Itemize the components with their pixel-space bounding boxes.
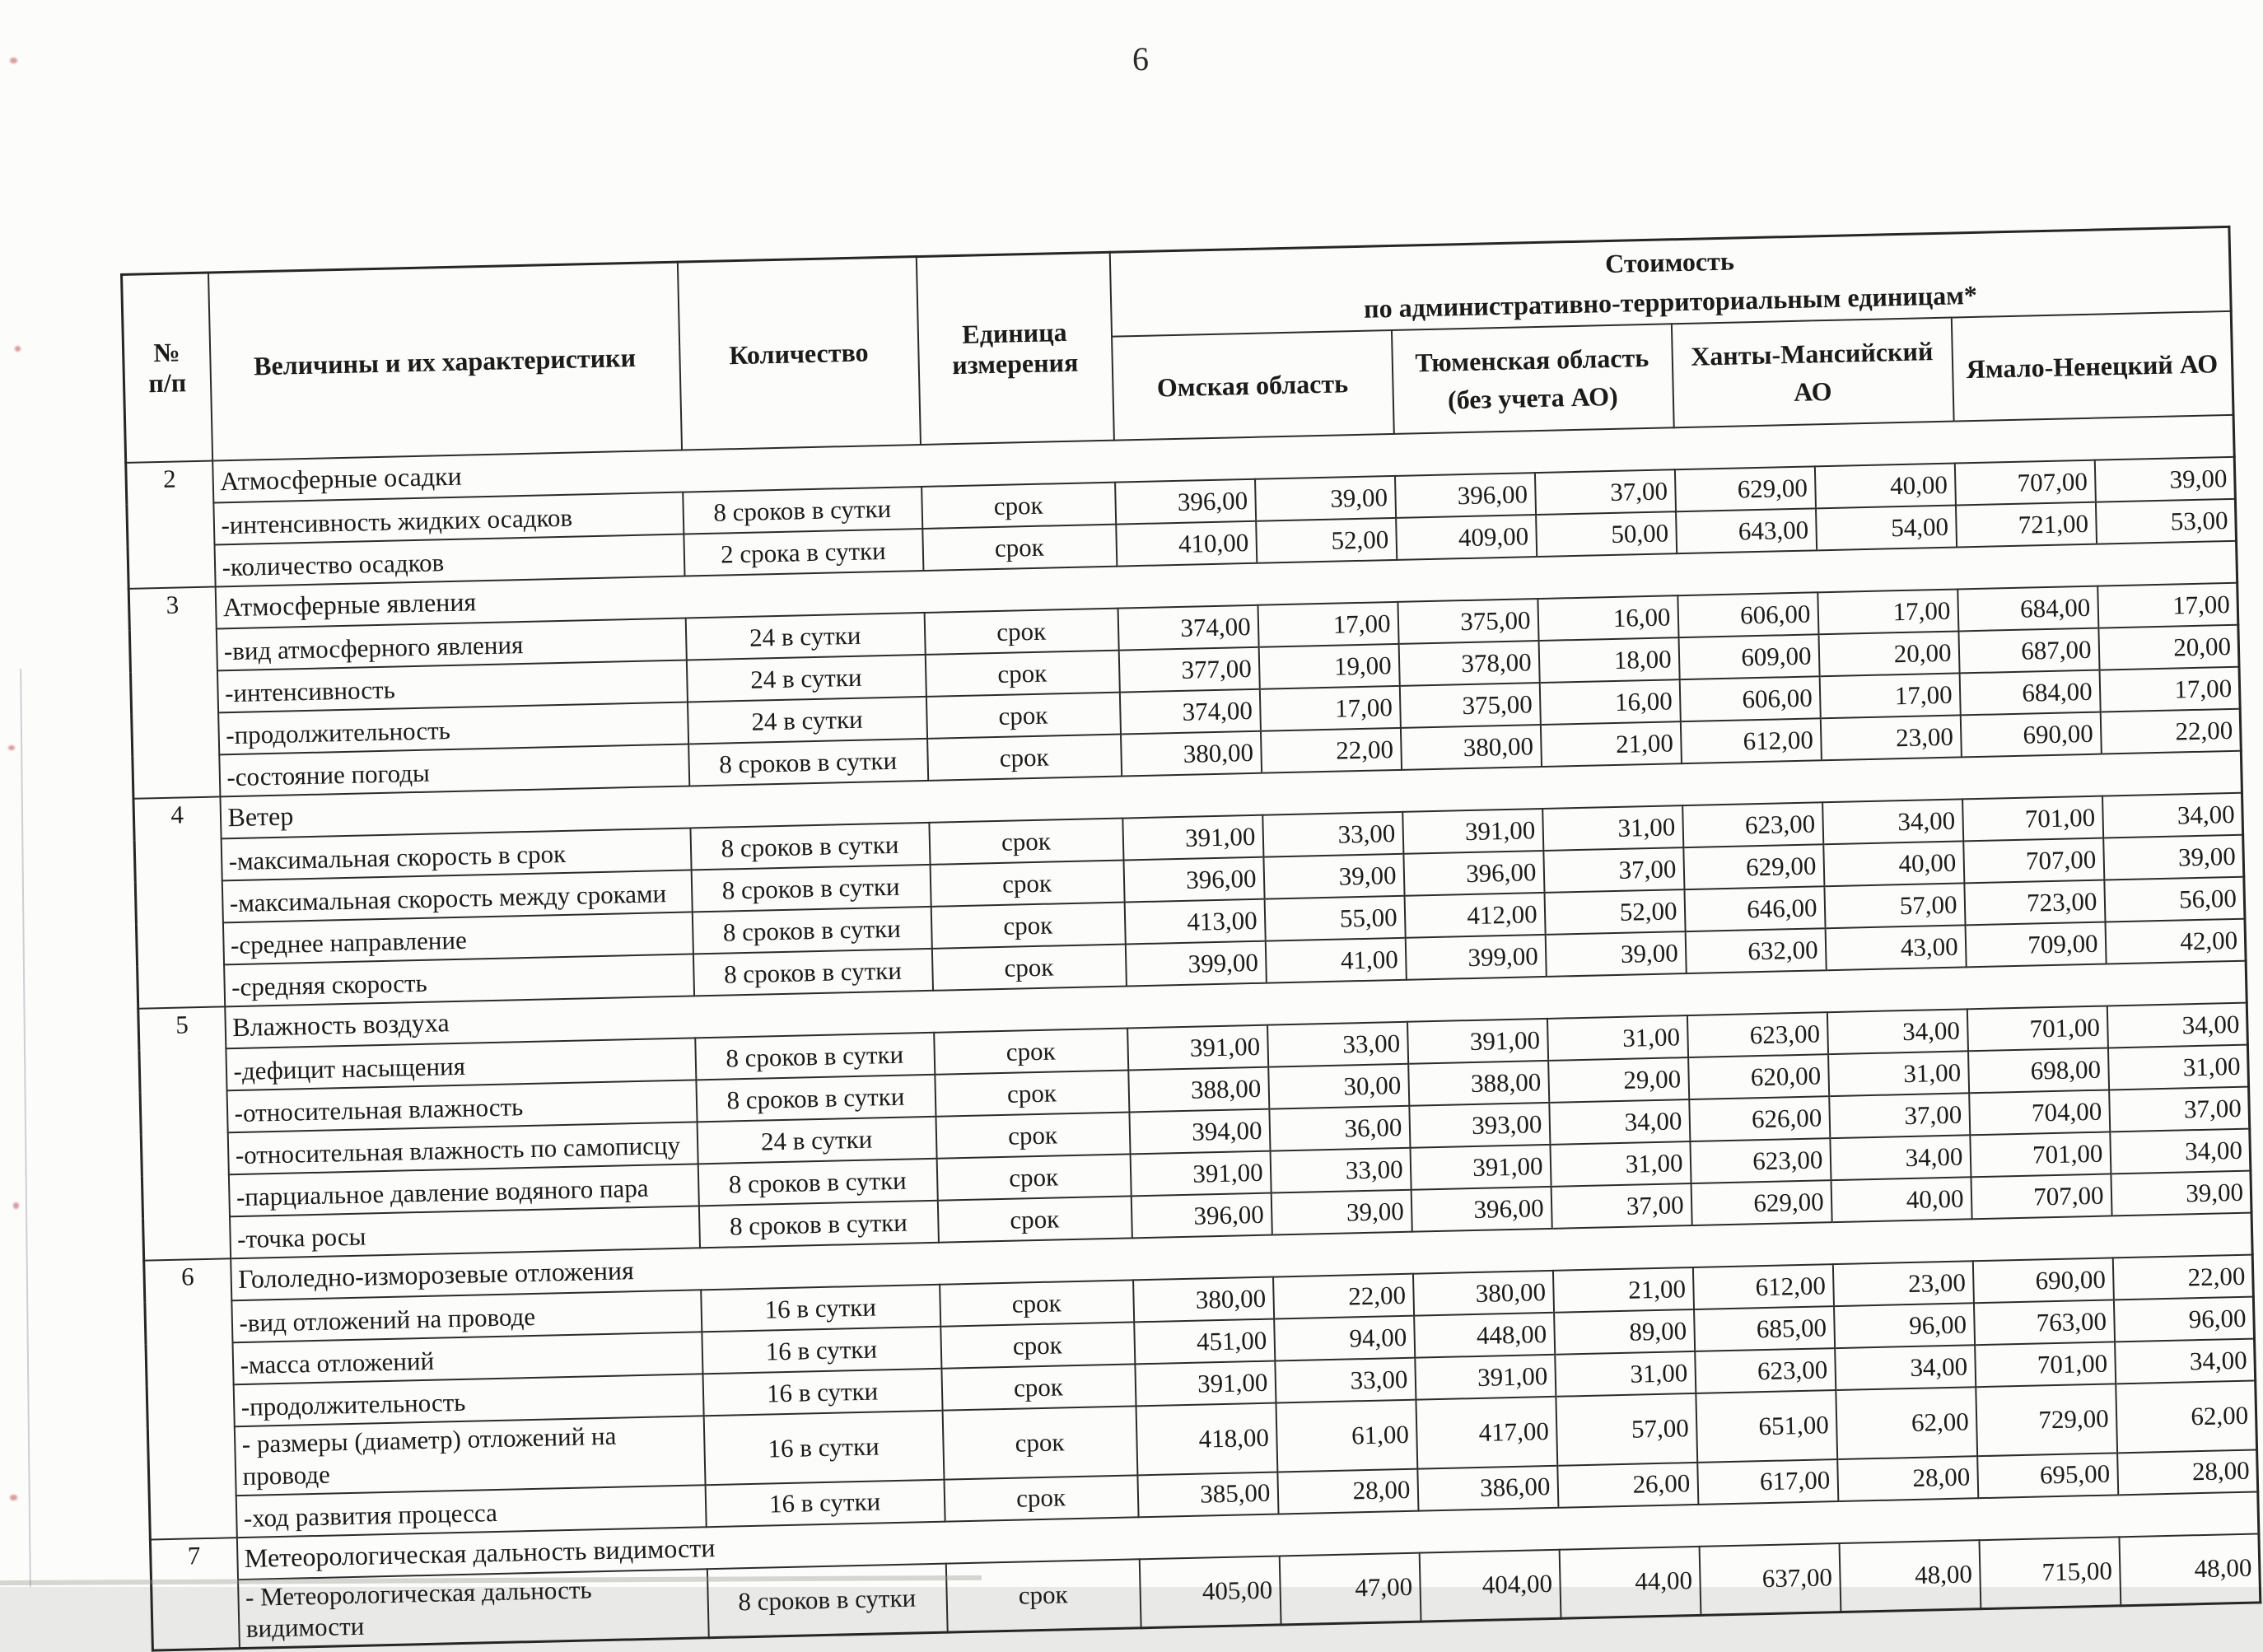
value-cell: 33,00 bbox=[1267, 1022, 1408, 1067]
row-label: -максимальная скорость в срок bbox=[221, 828, 691, 880]
scan-speck bbox=[10, 1495, 17, 1500]
value-cell: 396,00 bbox=[1131, 1193, 1271, 1239]
row-quantity: 16 в сутки bbox=[701, 1285, 940, 1332]
region-header-khanty: Ханты-Мансийский АО bbox=[1671, 318, 1953, 428]
value-cell: 701,00 bbox=[1967, 1006, 2107, 1052]
value-cell: 380,00 bbox=[1412, 1271, 1553, 1316]
value-cell: 96,00 bbox=[2113, 1297, 2254, 1342]
row-label: -относительная влажность по самописцу bbox=[227, 1122, 698, 1174]
value-cell: 17,00 bbox=[1259, 686, 1400, 731]
value-cell: 623,00 bbox=[1682, 802, 1823, 847]
section-title: Ветер bbox=[220, 751, 2242, 839]
value-cell: 28,00 bbox=[1837, 1456, 1978, 1501]
value-cell: 62,00 bbox=[1836, 1387, 1977, 1458]
value-cell: 388,00 bbox=[1408, 1061, 1549, 1106]
section-title: Атмосферные осадки bbox=[212, 415, 2235, 503]
value-cell: 763,00 bbox=[1973, 1300, 2114, 1345]
value-cell: 62,00 bbox=[2116, 1381, 2257, 1453]
value-cell: 695,00 bbox=[1977, 1453, 2118, 1498]
value-cell: 17,00 bbox=[2097, 583, 2238, 628]
row-unit: срок bbox=[934, 1028, 1128, 1074]
header-unit: Единица измерения bbox=[916, 252, 1113, 445]
value-cell: 39,00 bbox=[2103, 835, 2244, 880]
value-cell: 386,00 bbox=[1417, 1465, 1558, 1510]
value-cell: 394,00 bbox=[1129, 1109, 1270, 1155]
value-cell: 623,00 bbox=[1687, 1012, 1827, 1057]
value-cell: 39,00 bbox=[1545, 931, 1686, 977]
row-label: -продолжительность bbox=[233, 1374, 703, 1426]
row-unit: срок bbox=[935, 1070, 1129, 1116]
value-cell: 30,00 bbox=[1268, 1064, 1409, 1109]
value-cell: 380,00 bbox=[1133, 1277, 1274, 1323]
value-cell: 418,00 bbox=[1136, 1403, 1277, 1475]
row-quantity: 8 сроков в сутки bbox=[696, 1075, 936, 1122]
price-table-wrapper bbox=[120, 226, 2259, 1652]
value-cell: 33,00 bbox=[1275, 1358, 1416, 1403]
value-cell: 690,00 bbox=[1972, 1258, 2113, 1303]
value-cell: 393,00 bbox=[1409, 1103, 1550, 1148]
value-cell: 612,00 bbox=[1680, 718, 1821, 763]
value-cell: 89,00 bbox=[1554, 1309, 1695, 1355]
value-cell: 39,00 bbox=[1255, 476, 1396, 521]
row-unit: срок bbox=[922, 483, 1116, 529]
scan-speck bbox=[10, 58, 17, 63]
value-cell: 21,00 bbox=[1552, 1267, 1693, 1313]
value-cell: 48,00 bbox=[1839, 1540, 1981, 1612]
scan-speck bbox=[8, 745, 15, 750]
value-cell: 690,00 bbox=[1960, 712, 2101, 758]
row-quantity: 2 срока в сутки bbox=[684, 529, 923, 576]
section-number: 6 bbox=[144, 1258, 237, 1539]
row-quantity: 24 в сутки bbox=[687, 697, 926, 744]
row-quantity: 8 сроков в сутки bbox=[695, 1033, 935, 1080]
value-cell: 388,00 bbox=[1128, 1067, 1269, 1113]
row-unit: срок bbox=[931, 903, 1125, 949]
value-cell: 448,00 bbox=[1414, 1313, 1555, 1358]
value-cell: 94,00 bbox=[1274, 1316, 1415, 1361]
row-label: -масса отложений bbox=[232, 1332, 702, 1384]
scan-edge-line bbox=[20, 669, 31, 1587]
row-label: -парциальное давление водяного пара bbox=[228, 1164, 698, 1216]
value-cell: 16,00 bbox=[1539, 679, 1680, 725]
value-cell: 651,00 bbox=[1696, 1390, 1837, 1462]
row-quantity: 8 сроков в сутки bbox=[698, 1159, 937, 1206]
row-label: -вид отложений на проводе bbox=[231, 1290, 702, 1342]
value-cell: 43,00 bbox=[1825, 925, 1966, 970]
row-unit: срок bbox=[927, 735, 1122, 781]
value-cell: 53,00 bbox=[2095, 499, 2236, 544]
value-cell: 34,00 bbox=[1549, 1099, 1690, 1145]
value-cell: 684,00 bbox=[1959, 670, 2100, 716]
value-cell: 723,00 bbox=[1964, 880, 2105, 926]
value-cell: 637,00 bbox=[1699, 1543, 1841, 1616]
value-cell: 391,00 bbox=[1415, 1355, 1556, 1400]
row-quantity: 16 в сутки bbox=[705, 1479, 945, 1527]
region-header-yamal: Ямало-Ненецкий АО bbox=[1951, 311, 2233, 422]
row-label: -продолжительность bbox=[218, 702, 688, 755]
value-cell: 707,00 bbox=[1963, 838, 2104, 884]
section-title: Атмосферные явления bbox=[215, 541, 2237, 629]
value-cell: 22,00 bbox=[2112, 1255, 2253, 1300]
value-cell: 451,00 bbox=[1134, 1319, 1275, 1365]
value-cell: 34,00 bbox=[2107, 1003, 2247, 1048]
value-cell: 707,00 bbox=[1971, 1174, 2111, 1219]
row-label: -количество осадков bbox=[214, 534, 684, 587]
value-cell: 26,00 bbox=[1557, 1462, 1698, 1507]
value-cell: 34,00 bbox=[2102, 793, 2243, 838]
section-number: 5 bbox=[138, 1006, 231, 1260]
value-cell: 396,00 bbox=[1411, 1187, 1551, 1232]
row-label: -дефицит насыщения bbox=[226, 1038, 696, 1090]
row-unit: срок bbox=[942, 1406, 1137, 1479]
row-label: -средняя скорость bbox=[224, 954, 694, 1006]
value-cell: 31,00 bbox=[1555, 1351, 1696, 1397]
value-cell: 391,00 bbox=[1127, 1025, 1268, 1071]
page-number: 6 bbox=[1132, 40, 1149, 77]
scan-speck bbox=[15, 346, 21, 352]
value-cell: 391,00 bbox=[1130, 1151, 1271, 1197]
value-cell: 16,00 bbox=[1537, 595, 1678, 641]
row-unit: срок bbox=[922, 525, 1117, 571]
row-quantity: 8 сроков в сутки bbox=[693, 949, 932, 996]
value-cell: 701,00 bbox=[1975, 1342, 2116, 1387]
value-cell: 626,00 bbox=[1689, 1096, 1830, 1141]
value-cell: 23,00 bbox=[1820, 715, 1961, 760]
row-quantity: 16 в сутки bbox=[703, 1411, 944, 1485]
section-number: 7 bbox=[150, 1538, 239, 1650]
row-unit: срок bbox=[924, 609, 1118, 655]
value-cell: 31,00 bbox=[2107, 1045, 2248, 1090]
value-cell: 22,00 bbox=[1273, 1274, 1414, 1319]
header-row-number: № п/п bbox=[122, 273, 212, 463]
row-quantity: 16 в сутки bbox=[702, 1327, 941, 1374]
value-cell: 28,00 bbox=[2117, 1449, 2258, 1495]
value-cell: 629,00 bbox=[1691, 1180, 1831, 1225]
value-cell: 375,00 bbox=[1397, 599, 1538, 644]
value-cell: 36,00 bbox=[1269, 1106, 1410, 1151]
row-label: -максимальная скорость между сроками bbox=[222, 870, 692, 922]
value-cell: 715,00 bbox=[1979, 1537, 2121, 1609]
value-cell: 55,00 bbox=[1264, 896, 1405, 941]
row-quantity: 8 сроков в сутки bbox=[698, 1201, 938, 1248]
row-unit: срок bbox=[936, 1154, 1131, 1200]
row-quantity: 16 в сутки bbox=[702, 1369, 942, 1416]
value-cell: 698,00 bbox=[1968, 1048, 2109, 1093]
value-cell: 396,00 bbox=[1123, 857, 1264, 903]
row-quantity: 8 сроков в сутки bbox=[683, 487, 922, 534]
value-cell: 31,00 bbox=[1542, 805, 1683, 851]
value-cell: 409,00 bbox=[1396, 515, 1537, 560]
value-cell: 52,00 bbox=[1256, 518, 1397, 563]
value-cell: 410,00 bbox=[1116, 521, 1257, 567]
value-cell: 21,00 bbox=[1540, 721, 1681, 767]
row-unit: срок bbox=[930, 861, 1124, 907]
row-unit: срок bbox=[945, 1559, 1141, 1632]
row-quantity: 8 сроков в сутки bbox=[690, 823, 930, 870]
value-cell: 20,00 bbox=[2098, 625, 2239, 670]
value-cell: 687,00 bbox=[1958, 628, 2099, 674]
row-quantity: 8 сроков в сутки bbox=[707, 1563, 947, 1638]
value-cell: 391,00 bbox=[1135, 1361, 1276, 1407]
value-cell: 40,00 bbox=[1814, 464, 1955, 509]
value-cell: 620,00 bbox=[1688, 1054, 1829, 1099]
value-cell: 709,00 bbox=[1965, 922, 2106, 968]
row-quantity: 8 сроков в сутки bbox=[692, 907, 931, 954]
value-cell: 39,00 bbox=[1271, 1190, 1411, 1235]
value-cell: 42,00 bbox=[2105, 919, 2246, 964]
value-cell: 412,00 bbox=[1404, 893, 1545, 938]
scan-speck bbox=[13, 1202, 19, 1209]
value-cell: 33,00 bbox=[1262, 812, 1403, 857]
row-label: - Метеорологическая дальность видимости bbox=[238, 1569, 709, 1649]
value-cell: 33,00 bbox=[1270, 1148, 1411, 1193]
value-cell: 54,00 bbox=[1816, 506, 1957, 551]
row-label: -состояние погоды bbox=[219, 744, 689, 797]
value-cell: 606,00 bbox=[1679, 676, 1820, 721]
value-cell: 606,00 bbox=[1677, 592, 1818, 637]
value-cell: 17,00 bbox=[1257, 602, 1398, 647]
value-cell: 48,00 bbox=[2119, 1533, 2261, 1606]
value-cell: 707,00 bbox=[1954, 460, 2095, 506]
region-header-omsk: Омская область bbox=[1112, 330, 1394, 441]
row-unit: срок bbox=[936, 1112, 1130, 1158]
value-cell: 50,00 bbox=[1536, 511, 1677, 557]
value-cell: 18,00 bbox=[1538, 637, 1679, 683]
value-cell: 399,00 bbox=[1405, 935, 1546, 980]
value-cell: 40,00 bbox=[1831, 1177, 1971, 1222]
row-label: -вид атмосферного явления bbox=[216, 618, 686, 671]
value-cell: 52,00 bbox=[1544, 889, 1685, 935]
value-cell: 34,00 bbox=[2115, 1339, 2256, 1384]
value-cell: 612,00 bbox=[1692, 1264, 1833, 1309]
value-cell: 96,00 bbox=[1833, 1303, 1974, 1348]
value-cell: 41,00 bbox=[1265, 938, 1406, 983]
region-header-tyumen: Тюменская область (без учета АО) bbox=[1391, 324, 1673, 434]
value-cell: 378,00 bbox=[1398, 641, 1539, 686]
value-cell: 374,00 bbox=[1119, 689, 1260, 735]
section-title: Метеорологическая дальность видимости bbox=[236, 1491, 2259, 1580]
row-label: -интенсивность bbox=[217, 660, 687, 713]
value-cell: 391,00 bbox=[1122, 815, 1263, 861]
value-cell: 399,00 bbox=[1125, 941, 1266, 987]
row-unit: срок bbox=[940, 1280, 1134, 1326]
value-cell: 643,00 bbox=[1676, 508, 1817, 553]
row-label: -точка росы bbox=[230, 1206, 700, 1258]
row-label: -ход развития процесса bbox=[236, 1485, 706, 1538]
row-unit: срок bbox=[937, 1196, 1132, 1242]
value-cell: 61,00 bbox=[1276, 1400, 1417, 1472]
cost-subtitle: по административно-территориальным единицам* bbox=[1363, 279, 1978, 324]
value-cell: 609,00 bbox=[1678, 634, 1819, 679]
row-label: -относительная влажность bbox=[226, 1080, 697, 1132]
row-unit: срок bbox=[944, 1475, 1138, 1521]
value-cell: 632,00 bbox=[1685, 928, 1826, 973]
value-cell: 405,00 bbox=[1139, 1556, 1281, 1628]
value-cell: 404,00 bbox=[1419, 1549, 1561, 1622]
value-cell: 375,00 bbox=[1399, 683, 1540, 728]
value-cell: 28,00 bbox=[1277, 1468, 1418, 1514]
value-cell: 56,00 bbox=[2104, 877, 2245, 922]
value-cell: 19,00 bbox=[1258, 644, 1399, 689]
value-cell: 39,00 bbox=[1263, 854, 1404, 899]
row-unit: срок bbox=[940, 1322, 1135, 1368]
row-label: -среднее направление bbox=[222, 912, 693, 964]
row-unit: срок bbox=[929, 819, 1123, 865]
table-body bbox=[126, 415, 2261, 1650]
value-cell: 17,00 bbox=[2099, 667, 2240, 712]
header-characteristics: Величины и их характеристики bbox=[208, 262, 682, 460]
value-cell: 34,00 bbox=[1830, 1135, 1971, 1180]
section-number: 4 bbox=[133, 796, 225, 1008]
section-number: 3 bbox=[128, 586, 220, 798]
value-cell: 629,00 bbox=[1683, 844, 1824, 889]
value-cell: 37,00 bbox=[1534, 469, 1675, 515]
value-cell: 646,00 bbox=[1684, 886, 1825, 931]
value-cell: 413,00 bbox=[1124, 899, 1265, 945]
value-cell: 374,00 bbox=[1118, 605, 1258, 651]
value-cell: 31,00 bbox=[1828, 1051, 1969, 1096]
value-cell: 37,00 bbox=[1551, 1183, 1691, 1229]
value-cell: 20,00 bbox=[1818, 631, 1959, 676]
value-cell: 685,00 bbox=[1694, 1306, 1835, 1351]
cost-title: Стоимость bbox=[1604, 245, 1735, 279]
value-cell: 629,00 bbox=[1674, 466, 1815, 511]
value-cell: 34,00 bbox=[1827, 1009, 1967, 1054]
value-cell: 623,00 bbox=[1690, 1138, 1831, 1183]
value-cell: 684,00 bbox=[1957, 586, 2098, 632]
value-cell: 57,00 bbox=[1824, 883, 1965, 928]
value-cell: 22,00 bbox=[1260, 728, 1401, 773]
section-title: Гололедно-изморозевые отложения bbox=[231, 1213, 2253, 1301]
value-cell: 17,00 bbox=[1817, 589, 1958, 634]
row-unit: срок bbox=[931, 945, 1126, 991]
value-cell: 34,00 bbox=[2110, 1129, 2251, 1174]
value-cell: 17,00 bbox=[1819, 673, 1960, 718]
row-label: -интенсивность жидких осадков bbox=[213, 492, 684, 545]
value-cell: 37,00 bbox=[2109, 1087, 2250, 1132]
value-cell: 39,00 bbox=[2111, 1171, 2251, 1216]
row-unit: срок bbox=[941, 1364, 1136, 1410]
value-cell: 617,00 bbox=[1697, 1459, 1838, 1505]
value-cell: 380,00 bbox=[1121, 731, 1262, 777]
value-cell: 396,00 bbox=[1115, 479, 1256, 525]
value-cell: 729,00 bbox=[1976, 1384, 2117, 1455]
value-cell: 701,00 bbox=[1970, 1132, 2111, 1177]
value-cell: 37,00 bbox=[1543, 847, 1684, 893]
value-cell: 57,00 bbox=[1556, 1393, 1697, 1465]
value-cell: 721,00 bbox=[1955, 502, 2096, 548]
row-quantity: 8 сроков в сутки bbox=[688, 739, 928, 786]
row-quantity: 8 сроков в сутки bbox=[691, 865, 931, 912]
value-cell: 396,00 bbox=[1394, 473, 1535, 518]
value-cell: 34,00 bbox=[1822, 799, 1963, 844]
value-cell: 396,00 bbox=[1403, 851, 1544, 896]
value-cell: 623,00 bbox=[1695, 1348, 1836, 1393]
value-cell: 31,00 bbox=[1547, 1015, 1687, 1061]
value-cell: 385,00 bbox=[1137, 1472, 1278, 1517]
row-quantity: 24 в сутки bbox=[686, 655, 926, 702]
tariff-table bbox=[120, 226, 2261, 1652]
value-cell: 391,00 bbox=[1410, 1145, 1551, 1190]
value-cell: 39,00 bbox=[2094, 457, 2235, 502]
value-cell: 704,00 bbox=[1969, 1090, 2110, 1135]
value-cell: 37,00 bbox=[1829, 1093, 1970, 1138]
header-quantity: Количество bbox=[677, 257, 920, 450]
value-cell: 417,00 bbox=[1416, 1397, 1557, 1468]
value-cell: 377,00 bbox=[1118, 647, 1259, 693]
section-number: 2 bbox=[126, 461, 215, 589]
row-quantity: 24 в сутки bbox=[697, 1117, 936, 1164]
value-cell: 47,00 bbox=[1279, 1552, 1421, 1625]
value-cell: 31,00 bbox=[1550, 1141, 1691, 1187]
row-quantity: 24 в сутки bbox=[685, 613, 925, 660]
value-cell: 29,00 bbox=[1548, 1057, 1689, 1103]
section-title: Влажность воздуха bbox=[225, 961, 2247, 1049]
value-cell: 34,00 bbox=[1835, 1345, 1976, 1390]
value-cell: 391,00 bbox=[1407, 1019, 1548, 1064]
value-cell: 22,00 bbox=[2100, 709, 2241, 754]
value-cell: 701,00 bbox=[1962, 796, 2103, 842]
value-cell: 380,00 bbox=[1400, 725, 1541, 770]
value-cell: 44,00 bbox=[1559, 1546, 1701, 1618]
value-cell: 391,00 bbox=[1402, 809, 1543, 854]
row-unit: срок bbox=[926, 693, 1120, 739]
value-cell: 23,00 bbox=[1832, 1261, 1973, 1306]
row-label: - размеры (диаметр) отложений на проводе bbox=[234, 1416, 705, 1495]
value-cell: 40,00 bbox=[1823, 841, 1964, 886]
row-unit: срок bbox=[925, 651, 1119, 697]
